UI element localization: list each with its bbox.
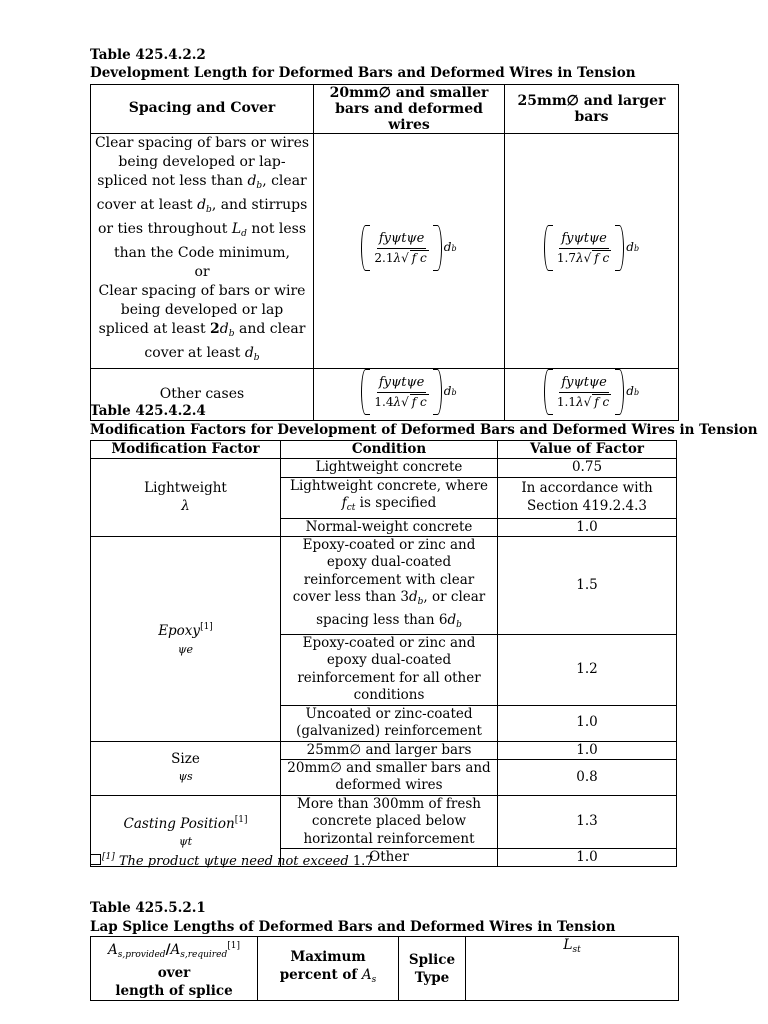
factor-casting-position: Casting Position[1] ψt xyxy=(91,795,281,867)
table2-number: Table 425.4.2.4 xyxy=(90,403,206,419)
table3-header-max-percent: Maximum percent of $A_s$ xyxy=(258,937,399,1001)
table1-number: Table 425.4.2.2 xyxy=(90,47,206,63)
table-row xyxy=(91,537,677,635)
condition-cell: Epoxy-coated or zinc and epoxy dual-coated reinforcement for all other conditions xyxy=(281,635,498,706)
table1-header-small: 20mm∅ and smaller bars and deformed wires xyxy=(314,85,505,134)
db-symbol: $d_b$ xyxy=(197,197,212,215)
table1-row2-condition: Other cases xyxy=(91,369,314,421)
table1-row1-formula-large xyxy=(505,134,679,369)
condition-cell: 20mm∅ and smaller bars and deformed wires xyxy=(281,759,498,795)
table-row xyxy=(91,741,677,759)
table3-number: Table 425.5.2.1 xyxy=(90,900,206,916)
table2-header-factor: Modification Factor xyxy=(91,441,281,459)
ld-symbol: $L_d$ xyxy=(231,221,247,239)
table2-header-row xyxy=(91,441,677,459)
table-row xyxy=(91,795,677,848)
condition-cell: Epoxy-coated or zinc and epoxy dual-coated reinforcement with clear cover less than $3d_b$, or clear spacing less than $6d_b$ xyxy=(281,537,498,635)
development-length-formula: $\frac{\text{fyψtψe}}{\text{2.1λ√ f c}}$ db xyxy=(361,225,456,271)
value-cell: In accordance with Section 419.2.4.3 xyxy=(498,477,677,518)
condition-cell: Lightweight concrete, where $f_{ct}$ is specified xyxy=(281,477,498,518)
factor-epoxy: Epoxy[1] ψe xyxy=(91,537,281,741)
checkbox-glyph-icon xyxy=(90,854,101,865)
table3-title: Lap Splice Lengths of Deformed Bars and Deformed Wires in Tension xyxy=(90,919,616,935)
value-cell: 1.3 xyxy=(498,795,677,848)
db-symbol: $d_b$ xyxy=(244,345,260,363)
factor-size: Size ψs xyxy=(91,741,281,795)
table1-header-large: 25mm∅ and larger bars xyxy=(505,85,679,134)
table1-row2-formula-large xyxy=(505,369,679,421)
development-length-formula: $\frac{\text{fyψtψe}}{\text{1.7λ√ f c}}$ db xyxy=(544,225,639,271)
condition-cell: More than 300mm of fresh concrete placed below horizontal reinforcement xyxy=(281,795,498,848)
value-cell: 1.5 xyxy=(498,537,677,635)
table1-header-spacing: Spacing and Cover xyxy=(91,85,314,134)
table3-header-row xyxy=(91,937,679,1001)
table3-header-lst: $L_{st}$ xyxy=(466,937,679,1001)
value-cell: 1.0 xyxy=(498,741,677,759)
value-cell: 0.8 xyxy=(498,759,677,795)
development-length-formula: $\frac{\text{fyψtψe}}{\text{1.4λ√ f c}}$ db xyxy=(361,369,456,415)
condition-cell: Lightweight concrete xyxy=(281,459,498,477)
table1-row-1 xyxy=(91,134,679,369)
table1-title: Development Length for Deformed Bars and Deformed Wires in Tension xyxy=(90,65,636,81)
condition-cell: Other xyxy=(281,848,498,866)
value-cell: 1.0 xyxy=(498,705,677,741)
condition-cell: Normal-weight concrete xyxy=(281,518,498,536)
table-row xyxy=(91,459,677,477)
table1-row1-condition: Clear spacing of bars or wires being developed or lap-spliced not less than $d_b$, clear cover at least $d_b$, and stirrups or ties throughout $L_d$ not less than the Code minimum, or Clear spacing of bars or wire being developed or lap spliced at least $2d_b$ and clear cover at least $d_b$ xyxy=(91,134,314,369)
value-cell: 1.0 xyxy=(498,518,677,536)
table2-footnote: [1] The product ψtψe need not exceed 1.7 xyxy=(90,852,374,869)
table2-title: Modification Factors for Development of Deformed Bars and Deformed Wires in Tension xyxy=(90,422,758,438)
table1-header-row xyxy=(91,85,679,134)
db-symbol: $d_b$ xyxy=(219,321,235,339)
value-cell: 1.0 xyxy=(498,848,677,866)
table3-header-ratio: $A_{s,provided}/A_{s,required}[1]$ over length of splice xyxy=(91,937,258,1001)
table1 xyxy=(90,84,679,421)
table3-header-splice-type: Splice Type xyxy=(399,937,466,1001)
value-cell: 1.2 xyxy=(498,635,677,706)
table3 xyxy=(90,936,679,1001)
table2-header-value: Value of Factor xyxy=(498,441,677,459)
condition-cell: 25mm∅ and larger bars xyxy=(281,741,498,759)
table1-row2-formula-small xyxy=(314,369,505,421)
table2-header-condition: Condition xyxy=(281,441,498,459)
value-cell: 0.75 xyxy=(498,459,677,477)
condition-cell: Uncoated or zinc-coated (galvanized) reinforcement xyxy=(281,705,498,741)
db-symbol: $d_b$ xyxy=(247,173,263,191)
table1-row1-formula-small xyxy=(314,134,505,369)
development-length-formula: $\frac{\text{fyψtψe}}{\text{1.1λ√ f c}}$ db xyxy=(544,369,639,415)
factor-lightweight: Lightweight λ xyxy=(91,459,281,537)
table2 xyxy=(90,440,677,867)
